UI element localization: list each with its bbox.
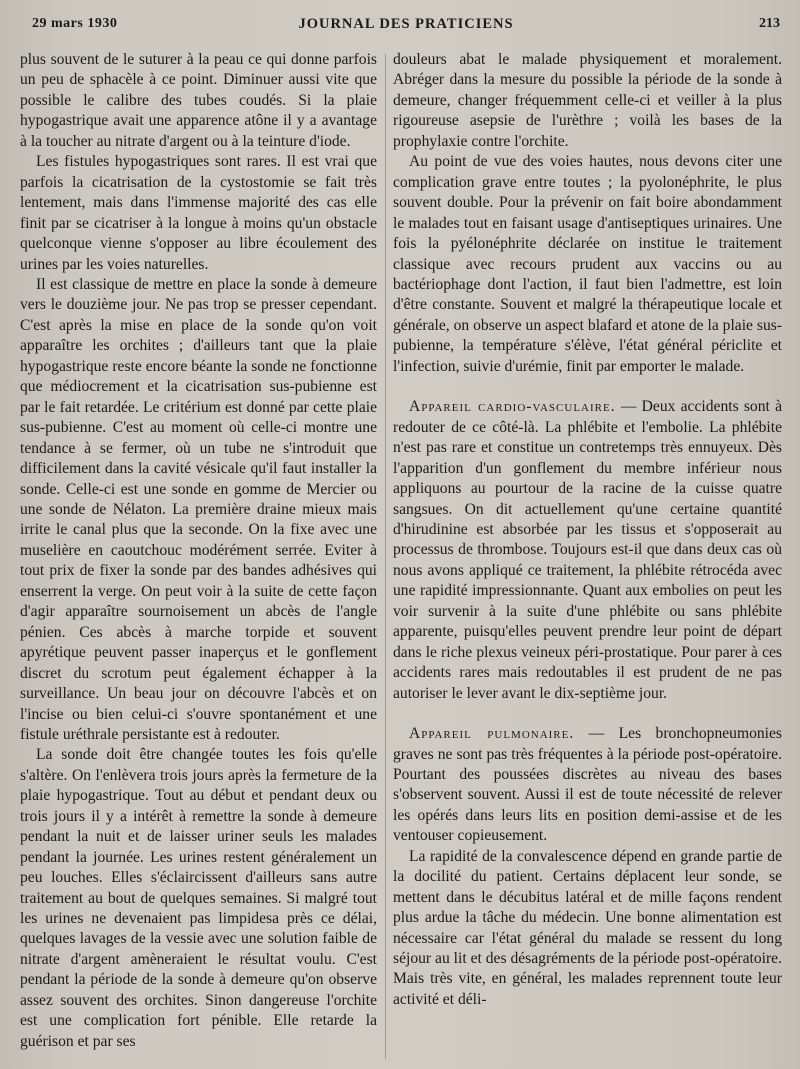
issue-date: 29 mars 1930: [32, 16, 118, 31]
right-column: [393, 50, 782, 1060]
paragraph-changement-sonde: La sonde doit être changée toutes les fois qu'elle s'altère. On l'enlèvera trois jours après la fermeture de la plaie hypogastrique. Tout au début et pendant deux ou trois jours il y a intérêt à remettre la sonde à demeure pendant la nuit et de laisser uriner seuls les malades pendant la journée. Les urines restent généralement un peu louches. Elles s'éclaircissent d'ailleurs sans autre traitement au bout de quelques semaines. Si malgré tout les urines ne devenaient pas limpidesa près ce délai, quelques lavages de la vessie avec une solution faible de nitrate d'argent amèneraient le résultat voulu. C'est pendant la période de la sonde à demeure qu'on observe assez souvent des orchites. Sinon dangereuse l'orchite est une complication fort pénible. Elle retarde la guérison et par ses: [20, 746, 377, 1050]
section-heading: Appareil pulmonaire.: [409, 725, 575, 743]
section-heading: Appareil cardio-vasculaire.: [409, 398, 616, 416]
section-body: — Deux accidents sont à redouter de ce côté-là. La phlébite et l'embolie. La phlébite n'est pas rare et constitue un contretemps très ennuyeux. Dès l'apparition d'un gonflement du membre inférieur nous appliquons au pourtour de la racine de la cuisse quatre sangsues. On dit actuellement qu'une certaine quantité d'hirudinine est absorbée par les tissus et s'opposerait au processus de thrombose. Toujours est-il que dans deux cas où nous avons appliqué ce traitement, la phlébite rétrocéda avec une rapidité impressionnante. Quant aux embolies on peut les voir survenir à la suite d'une phlébite ou sans phlébite apparente, puisqu'elles peuvent prendre leur point de départ dans le riche plexus veineux péri-prostatique. Pour parer à ces accidents rares mais redoutables il est prudent de ne pas autoriser le lever avant le dix-septième jour.: [393, 398, 782, 702]
paragraph-continuation: plus souvent de le suturer à la peau ce qui donne parfois un peu de sphacèle à ce point. Diminuer aussi vite que possible le calibre des tubes coudés. Si la plaie hypogastrique avait une apparence atône il y a avantage à la toucher au nitrate d'argent ou à la teinture d'iode.: [20, 51, 377, 150]
left-column: [20, 50, 377, 1060]
column-divider: [385, 54, 386, 1059]
section-pulmonaire: [393, 724, 782, 847]
journal-title: JOURNAL DES PRATICIENS: [298, 16, 514, 32]
paragraph-continuation: douleurs abat le malade physiquement et moralement. Abréger dans la mesure du possible la période de la sonde à demeure, changer fréquemment celle-ci et veiller à la plus rigoureuse asepsie de l'urèthre ; voilà les bases de la prophylaxie contre l'orchite.: [393, 51, 782, 150]
page-header: [30, 14, 782, 42]
section-body: — Les bronchopneumonies graves ne sont pas très fréquentes à la période post-opératoire. Pourtant des poussées discrètes au niveau des bases s'observent souvent. Aussi il est de toute nécessité de relever les opérés dans leurs lits en position demi-assise et de les ventouser copieusement.: [393, 725, 782, 845]
section-cardio-vasculaire: [393, 397, 782, 704]
paragraph-sonde-demeure: Il est classique de mettre en place la sonde à demeure vers le douzième jour. Ne pas trop se presser cependant. C'est après la mise en place de la sonde qu'on voit apparaître les orchites ; d'ailleurs tant que la plaie hypogastrique reste encore béante la sonde ne fonctionne que médiocrement et la cicatrisation sus-pubienne est par le fait retardée. Le critérium est donné par cette plaie sus-pubienne. C'est au moment où celle-ci montre une tendance à se fermer, où un tube ne s'introduit que difficilement dans la cavité vésicale qu'il faut installer la sonde. Celle-ci est une sonde en gomme de Mercier ou une sonde de Nélaton. La première draine mieux mais irrite le canal plus que la seconde. On la fixe avec une muselière en caoutchouc modérément serrée. Eviter à tout prix de fixer la sonde par des bandes adhésives qui enserrent la verge. On peut voir à la suite de cette façon d'agir apparaître sournoisement un abcès de l'angle pénien. Ces abcès à marche torpide et souvent apyrétique peuvent passer inaperçus et le gonflement discret du scrotum peut également échapper à la surveillance. Un beau jour on découvre l'abcès et on l'incise ou bien celui-ci s'ouvre spontanément et une fistule uréthrale persistante est à redouter.: [20, 275, 377, 743]
paragraph-voies-hautes: Au point de vue des voies hautes, nous devons citer une complication grave entre toutes ; la pyolonéphrite, le plus souvent double. Pour la prévenir on fait boire abondamment le malades tout en faisant usage d'antiseptiques urinaires. Une fois la pyélonéphrite déclarée on institue le traitement classique avec recours prudent aux vaccins ou au bactériophage dont l'action, il faut bien l'admettre, est loin d'être constante. Souvent et malgré la thérapeutique locale et générale, on observe un aspect blafard et atone de la plaie sus-pubienne, la température s'élève, l'état général périclite et l'infection, suivie d'urémie, finit par emporter le malade.: [393, 153, 782, 375]
paragraph-fistules: Les fistules hypogastriques sont rares. Il est vrai que parfois la cicatrisation de la cystostomie se fait très lentement, mais dans l'immense majorité des cas elle finit par se cicatriser à la longue à moins qu'un obstacle quelconque vienne s'opposer au libre écoulement des urines par les voies naturelles.: [20, 153, 377, 273]
paragraph-convalescence: La rapidité de la convalescence dépend en grande partie de la docilité du patient. Certains déplacent leur sonde, se mettent dans le décubitus latéral et de mille façons rendent plus ardue la tâche du médecin. Une bonne alimentation est nécessaire car l'état général du malade se ressent du long séjour au lit et des désagréments de la période post-opératoire. Mais très vite, en général, les malades reprennent toute leur activité et déli-: [393, 847, 782, 1008]
text-columns: [0, 50, 800, 1060]
page-number: 213: [759, 16, 780, 31]
